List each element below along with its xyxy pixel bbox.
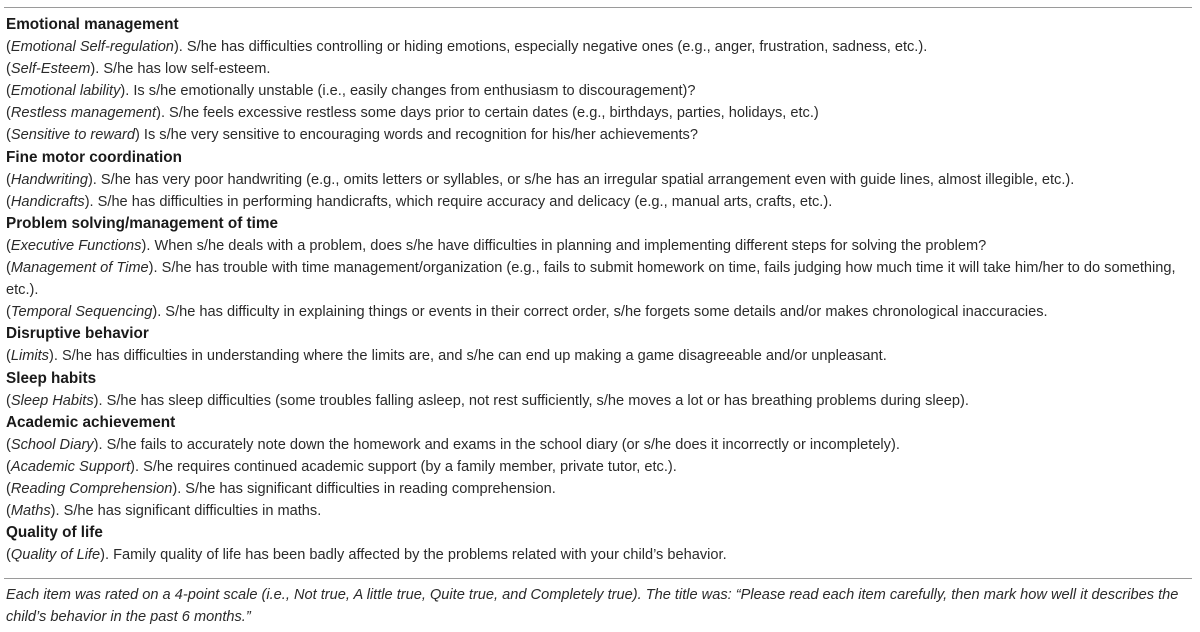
section-heading: Sleep habits (6, 369, 97, 387)
item-emotional-lability: (Emotional lability). Is s/he emotionally unstable (i.e., easily changes from enthusiasm to discouragement)? (6, 83, 696, 100)
table-top-rule (4, 7, 1192, 8)
item-text: ). S/he has difficulty in explaining things or events in their correct order, s/he forgets some details and/or makes chronological inaccuracies. (152, 304, 1048, 321)
section-heading: Quality of life (6, 524, 103, 542)
item-term: Sensitive to reward (10, 127, 135, 144)
item-reading-comprehension: (Reading Comprehension). S/he has significant difficulties in reading comprehension. (6, 480, 556, 497)
item-text: ). S/he feels excessive restless some days prior to certain dates (e.g., birthdays, parties, holidays, etc.) (156, 105, 819, 122)
item-text: ). S/he has very poor handwriting (e.g., omits letters or syllables, or s/he has an irregular spatial arrangement even with guide lines, almost illegible, etc.). (87, 171, 1075, 188)
item-term: School Diary (10, 436, 94, 453)
item-text: ). S/he fails to accurately note down the homework and exams in the school diary (or s/he does it incorrectly or incompletely). (93, 436, 900, 453)
section-heading: Disruptive behavior (6, 325, 149, 343)
item-text: ). S/he has difficulties controlling or hiding emotions, especially negative ones (e.g., anger, frustration, sadness, etc.). (173, 39, 928, 56)
item-restless-management: (Restless management). S/he feels excessive restless some days prior to certain dates (e.g., birthdays, parties, holidays, etc.) (6, 105, 819, 122)
item-academic-support: (Academic Support). S/he requires continued academic support (by a family member, private tutor, etc.). (6, 458, 677, 475)
section-sleep-habits (6, 368, 1192, 412)
item-text: ). S/he requires continued academic support (by a family member, private tutor, etc.). (130, 458, 677, 475)
item-handwriting: (Handwriting). S/he has very poor handwriting (e.g., omits letters or syllables, or s/he has an irregular spatial arrangement even with guide lines, almost illegible, etc.). (6, 171, 1075, 188)
questionnaire-table (6, 14, 1192, 566)
item-text: ). S/he has low self-esteem. (90, 61, 271, 78)
item-text: ). S/he has difficulties in performing handicrafts, which require accuracy and delicacy (e.g., manual arts, crafts, etc.). (84, 193, 833, 210)
item-term: Limits (10, 348, 49, 365)
section-heading: Fine motor coordination (6, 148, 182, 166)
section-disruptive-behavior (6, 323, 1192, 367)
section-problem-solving (6, 213, 1192, 323)
section-fine-motor-coordination (6, 147, 1192, 213)
item-term: Restless management (10, 105, 157, 122)
item-term: Emotional lability (10, 83, 121, 100)
section-academic-achievement (6, 412, 1192, 522)
item-term: Management of Time (10, 260, 149, 277)
table-footnote: Each item was rated on a 4-point scale (i.e., Not true, A little true, Quite true, and Completely true). The title was: “Please read each item carefully, then mark how well it describes the child’s behavior in the past 6 months.” (6, 587, 1179, 625)
item-term: Sleep Habits (10, 392, 94, 409)
table-footnote-rule (4, 578, 1192, 579)
item-emotional-self-regulation: (Emotional Self-regulation). S/he has difficulties controlling or hiding emotions, especially negative ones (e.g., anger, frustration, sadness, etc.). (6, 39, 928, 56)
item-limits: (Limits). S/he has difficulties in understanding where the limits are, and s/he can end up making a game disagreeable and/or unpleasant. (6, 348, 887, 365)
item-term: Reading Comprehension (10, 480, 173, 497)
item-term: Handwriting (10, 171, 88, 188)
item-term: Maths (10, 503, 51, 520)
item-term: Handicrafts (10, 193, 85, 210)
item-text: ). Is s/he emotionally unstable (i.e., easily changes from enthusiasm to discouragement)? (120, 83, 696, 100)
item-text: ). S/he has significant difficulties in reading comprehension. (172, 480, 556, 497)
item-text: ). S/he has difficulties in understanding where the limits are, and s/he can end up making a game disagreeable and/or unpleasant. (48, 348, 887, 365)
item-quality-of-life: (Quality of Life). Family quality of life has been badly affected by the problems related with your child’s behavior. (6, 547, 727, 564)
item-term: Emotional Self-regulation (10, 39, 174, 56)
item-self-esteem: (Self-Esteem). S/he has low self-esteem. (6, 61, 271, 78)
item-term: Self-Esteem (10, 61, 91, 78)
item-text: ). S/he has significant difficulties in maths. (50, 503, 322, 520)
item-executive-functions: (Executive Functions). When s/he deals with a problem, does s/he have difficulties in planning and implementing different steps for solving the problem? (6, 237, 987, 254)
item-text: ). Family quality of life has been badly affected by the problems related with your child’s behavior. (100, 547, 727, 564)
item-text: ). When s/he deals with a problem, does s/he have difficulties in planning and implementing different steps for solving the problem? (141, 237, 987, 254)
section-heading: Academic achievement (6, 413, 176, 431)
item-text: ). S/he has trouble with time management/organization (e.g., fails to submit homework on time, fails judging how much time it will take him/her to do something, etc.). (6, 260, 1176, 299)
item-sensitive-to-reward: (Sensitive to reward) Is s/he very sensitive to encouraging words and recognition for his/her achievements? (6, 127, 698, 144)
section-heading: Emotional management (6, 16, 179, 33)
item-sleep-habits: (Sleep Habits). S/he has sleep difficulties (some troubles falling asleep, not rest sufficiently, s/he moves a lot or has breathing problems during sleep). (6, 392, 969, 409)
section-emotional-management (6, 14, 1192, 147)
item-term: Academic Support (10, 458, 131, 475)
item-management-of-time: (Management of Time). S/he has trouble with time management/organization (e.g., fails to submit homework on time, fails judging how much time it will take him/her to do something, etc.). (6, 260, 1176, 299)
section-heading: Problem solving/management of time (6, 214, 278, 232)
item-maths: (Maths). S/he has significant difficulties in maths. (6, 503, 322, 520)
item-text: ). S/he has sleep difficulties (some troubles falling asleep, not rest sufficiently, s/he moves a lot or has breathing problems during sleep). (93, 392, 969, 409)
item-text: ) Is s/he very sensitive to encouraging words and recognition for his/her achievements? (134, 127, 698, 144)
item-term: Temporal Sequencing (10, 304, 153, 321)
item-term: Quality of Life (10, 547, 101, 564)
item-school-diary: (School Diary). S/he fails to accurately note down the homework and exams in the school diary (or s/he does it incorrectly or incompletely). (6, 436, 900, 453)
item-handicrafts: (Handicrafts). S/he has difficulties in performing handicrafts, which require accuracy and delicacy (e.g., manual arts, crafts, etc.). (6, 193, 833, 210)
item-term: Executive Functions (10, 237, 142, 254)
section-quality-of-life (6, 522, 1192, 566)
item-temporal-sequencing: (Temporal Sequencing). S/he has difficulty in explaining things or events in their correct order, s/he forgets some details and/or makes chronological inaccuracies. (6, 304, 1048, 321)
